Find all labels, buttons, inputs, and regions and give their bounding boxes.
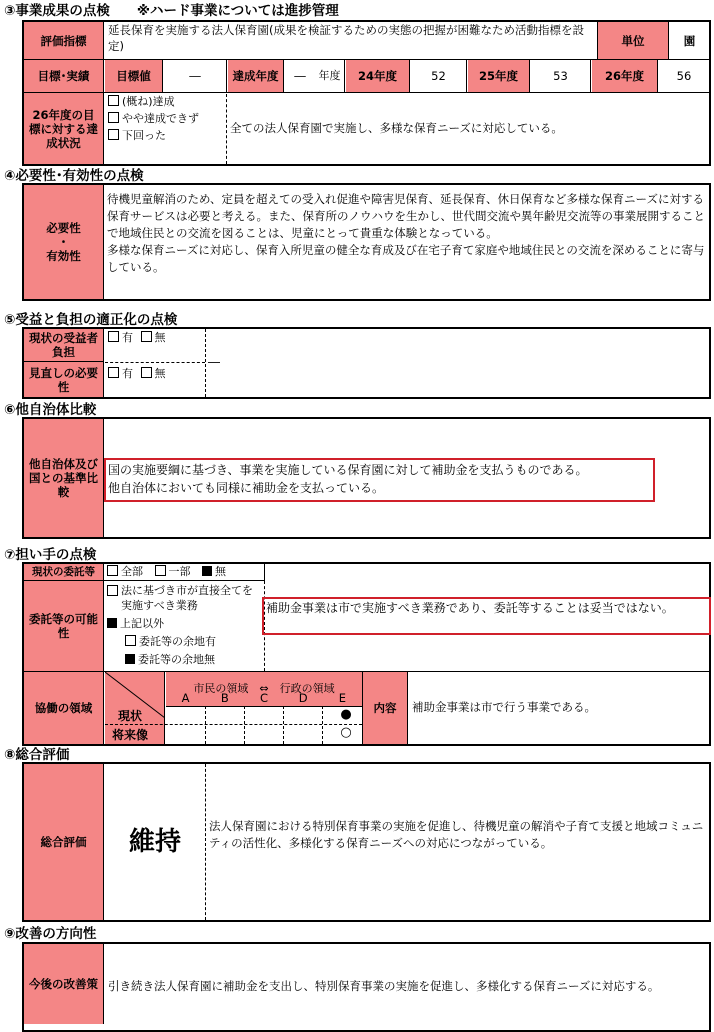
y26-value: 56 (676, 69, 692, 83)
option-other[interactable]: 上記以外 (107, 617, 262, 631)
overall-label: 総合評価 (24, 764, 104, 920)
row-current-label: 現状 (118, 709, 143, 723)
section-6-heading: ⑥他自治体比較 (4, 402, 97, 418)
achieve-year-label: 達成年度 (228, 60, 284, 92)
possibility-options (107, 583, 262, 667)
checkbox-icon (155, 565, 166, 576)
necessity-label: 必要性 ・ 有効性 (24, 185, 104, 299)
commission-label: 現状の委託等 (24, 564, 104, 580)
review-options (108, 367, 166, 381)
burden-dash: ― (208, 355, 220, 369)
future-mark-icon: ○ (340, 725, 352, 740)
col-a: A (181, 691, 190, 705)
improvement-text: 引き続き法人保育園に補助金を支出し、特別保育事業の実施を促進し、多様化する保育ニーズに対応する。 (108, 979, 660, 993)
achieve-year-value: ― (294, 69, 306, 83)
y25-label: 25年度 (468, 60, 530, 92)
commission-none[interactable]: 無 (202, 565, 226, 578)
burden-options (108, 331, 166, 345)
col-c: C (259, 691, 269, 705)
checkbox-icon (125, 635, 136, 646)
target-value: ― (164, 60, 227, 92)
row-future-label: 将来像 (112, 728, 149, 742)
commission-part[interactable]: 一部 (155, 565, 191, 578)
content-text: 補助金事業は市で行う事業である。 (412, 700, 596, 714)
option-room-yes[interactable]: 委託等の余地有 (125, 635, 262, 649)
col-d: D (298, 691, 308, 705)
unit-label: 単位 (597, 22, 669, 59)
burden-yes[interactable]: 有 (108, 331, 133, 344)
status-option-1[interactable]: (概ね)達成 (108, 95, 226, 109)
col-e: E (338, 691, 347, 705)
option-room-no[interactable]: 委託等の余地無 (125, 653, 262, 667)
section-5-heading: ⑤受益と負担の適正化の点検 (4, 312, 178, 328)
overall-text: 法人保育園における特別保育事業の実施を促進し、待機児童の解消や子育て支援と地域コミュニティの活性化、多様化する保育ニーズへの対応につながっている。 (209, 819, 704, 850)
review-label: 見直しの必要性 (24, 362, 104, 397)
possibility-label: 委託等の可能性 (24, 581, 104, 671)
checked-checkbox-icon (107, 618, 117, 628)
y26-label: 26年度 (592, 60, 658, 92)
checkbox-icon (107, 565, 118, 576)
current-mark-icon: ● (340, 707, 352, 722)
checked-checkbox-icon (202, 566, 212, 576)
review-no[interactable]: 無 (141, 367, 166, 380)
status-option-3[interactable]: 下回った (108, 129, 226, 143)
y24-label: 24年度 (346, 60, 410, 92)
collab-label: 協働の領域 (24, 672, 104, 744)
y25-value: 53 (531, 60, 591, 92)
checkbox-icon (141, 367, 152, 378)
section-8-heading: ⑧総合評価 (4, 747, 70, 763)
content-label: 内容 (362, 672, 408, 744)
checkbox-icon (141, 331, 152, 342)
collab-scale-label: 市民の領域 ⇔ 行政の領域 (193, 682, 335, 695)
section-9-heading: ⑨改善の方向性 (4, 926, 97, 942)
burden-no[interactable]: 無 (141, 331, 166, 344)
commission-all[interactable]: 全部 (107, 565, 143, 578)
review-yes[interactable]: 有 (108, 367, 133, 380)
eval-index-label: 評価指標 (24, 22, 104, 59)
collab-columns (166, 690, 362, 706)
year-suffix: 年度 (315, 60, 345, 92)
option-law[interactable]: 法に基づき市が直接全てを実施すべき業務 (107, 583, 262, 613)
burden-label: 現状の受益者負担 (24, 329, 104, 362)
possibility-text: 補助金事業は市で実施すべき業務であり、委託等することは妥当ではない。 (266, 601, 674, 615)
eval-index-text: 延長保育を実施する法人保育園(成果を検証するための実態の把握が困難なため活動指標を設定) (108, 23, 584, 53)
section-4-heading: ④必要性･有効性の点検 (4, 168, 144, 184)
unit-value: 園 (683, 33, 696, 48)
status-label: 26年度の目標に対する達成状況 (24, 93, 104, 164)
overall-value: 維持 (128, 827, 181, 857)
improvement-label: 今後の改善策 (24, 944, 104, 1024)
col-b: B (220, 691, 229, 705)
target-label: 目標･実績 (24, 60, 104, 92)
comparison-label: 他自治体及び国との基準比較 (24, 419, 104, 537)
status-option-2[interactable]: やや達成できず (108, 112, 226, 126)
y24-value: 52 (411, 60, 467, 92)
checkbox-icon (108, 129, 119, 140)
checkbox-icon (108, 367, 119, 378)
checkbox-icon (108, 95, 119, 106)
checkbox-icon (108, 112, 119, 123)
comparison-text: 国の実施要綱に基づき、事業を実施している保育園に対して補助金を支払うものである。 他自治体においても同様に補助金を支払っている。 (108, 463, 588, 495)
section-7-heading: ⑦担い手の点検 (4, 547, 97, 563)
section-3-heading: ③事業成果の点検 ※ハード事業については進捗管理 (4, 3, 339, 19)
necessity-text: 待機児童解消のため、定員を超えての受入れ促進や障害児保育、延長保育、休日保育など多様な保育ニーズに対する保育サービスは必要と考える。また、保育所のノウハウを生かし、世代間交流や異年齢児交流等の事業展開することで地域住民との交流を図ることは、児童にとって貴重な体験となっている。 多様な保育ニーズに対応し、保育入所児童の健全な育成及び在宅子育て家庭や地域住民との交流を深めることに寄与している。 (107, 192, 705, 274)
checkbox-icon (108, 331, 119, 342)
checked-checkbox-icon (125, 654, 135, 664)
status-text: 全ての法人保育園で実施し、多様な保育ニーズに対応している。 (230, 121, 563, 135)
commission-options (107, 565, 226, 579)
status-options (108, 95, 226, 143)
checkbox-icon (107, 585, 118, 596)
target-value-label: 目標値 (105, 60, 163, 92)
